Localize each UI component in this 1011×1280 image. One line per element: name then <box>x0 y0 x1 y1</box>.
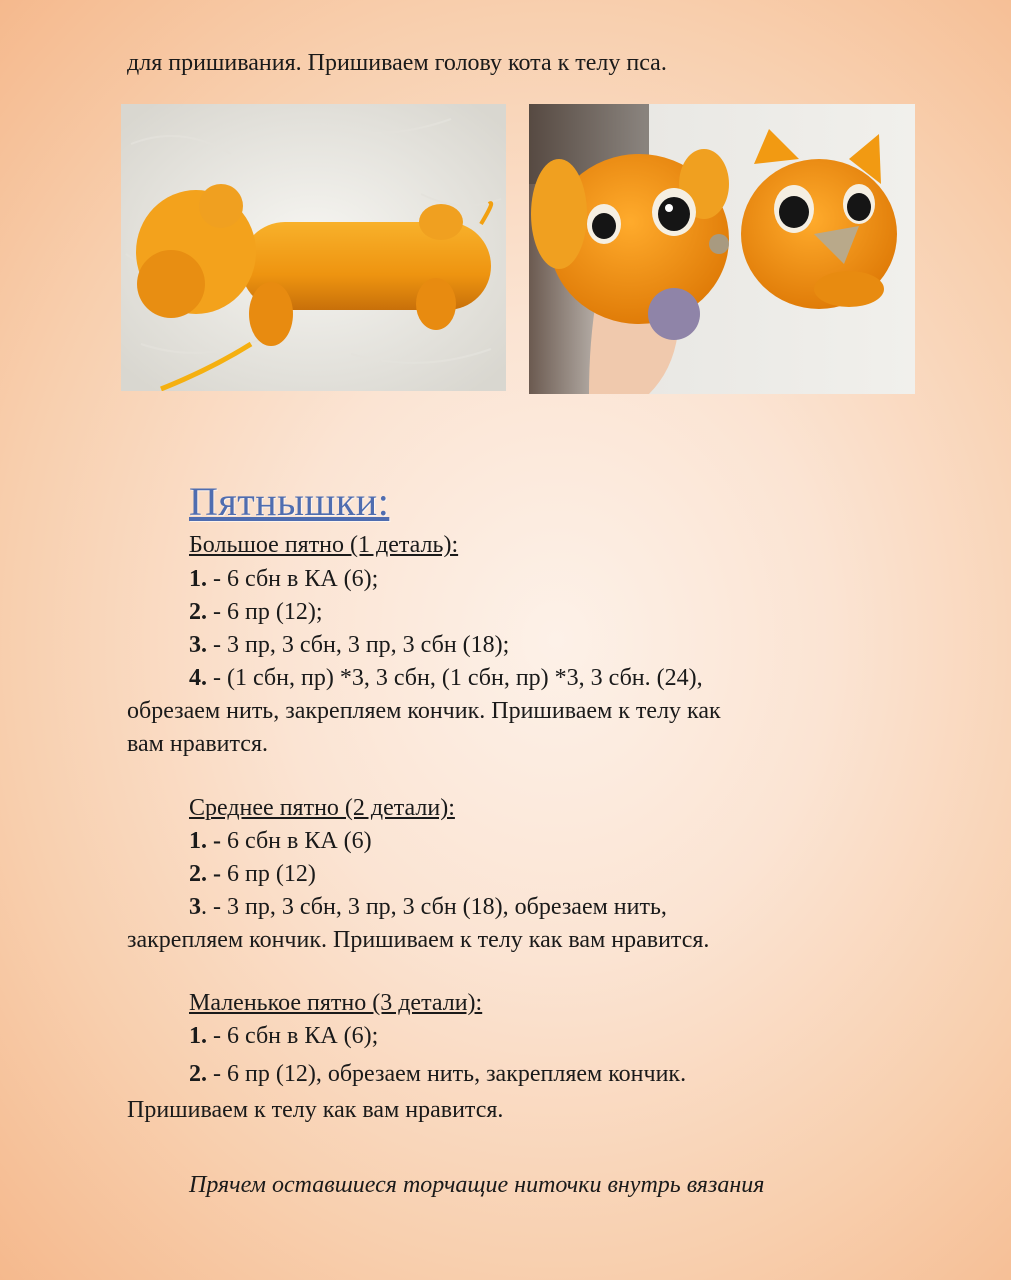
crochet-dog-and-cat-heads-photo <box>529 104 915 394</box>
big-spot-title: Большое пятно (1 деталь): <box>189 532 459 558</box>
final-note: Прячем оставшиеся торчащие ниточки внутрь вязания <box>189 1172 765 1198</box>
medium-spot-row-1: 1. - 6 сбн в КА (6) <box>189 828 372 854</box>
big-spot-row-1: 1. - 6 сбн в КА (6); <box>189 566 379 592</box>
big-spot-continuation-1: обрезаем нить, закрепляем кончик. Пришиваем к телу как <box>127 698 721 724</box>
big-spot-row-3: 3. - 3 пр, 3 сбн, 3 пр, 3 сбн (18); <box>189 632 510 658</box>
big-spot-row-2: 2. - 6 пр (12); <box>189 599 323 625</box>
medium-spot-continuation: закрепляем кончик. Пришиваем к телу как вам нравится. <box>127 927 710 953</box>
big-spot-row-4: 4. - (1 сбн, пр) *3, 3 сбн, (1 сбн, пр) *3, 3 сбн. (24), <box>189 665 703 691</box>
crochet-dog-body-photo <box>121 104 506 391</box>
small-spot-title: Маленькое пятно (3 детали): <box>189 990 483 1016</box>
medium-spot-title: Среднее пятно (2 детали): <box>189 795 455 821</box>
small-spot-row-1: 1. - 6 сбн в КА (6); <box>189 1023 379 1049</box>
small-spot-continuation: Пришиваем к телу как вам нравится. <box>127 1097 504 1123</box>
section-title: Пятнышки: <box>189 479 390 524</box>
medium-spot-row-3: 3. - 3 пр, 3 сбн, 3 пр, 3 сбн (18), обрезаем нить, <box>189 894 667 920</box>
small-spot-row-2: 2. - 6 пр (12), обрезаем нить, закрепляем кончик. <box>189 1061 687 1087</box>
big-spot-continuation-2: вам нравится. <box>127 731 268 757</box>
intro-text: для пришивания. Пришиваем голову кота к телу пса. <box>127 50 667 76</box>
medium-spot-row-2: 2. - 6 пр (12) <box>189 861 316 887</box>
